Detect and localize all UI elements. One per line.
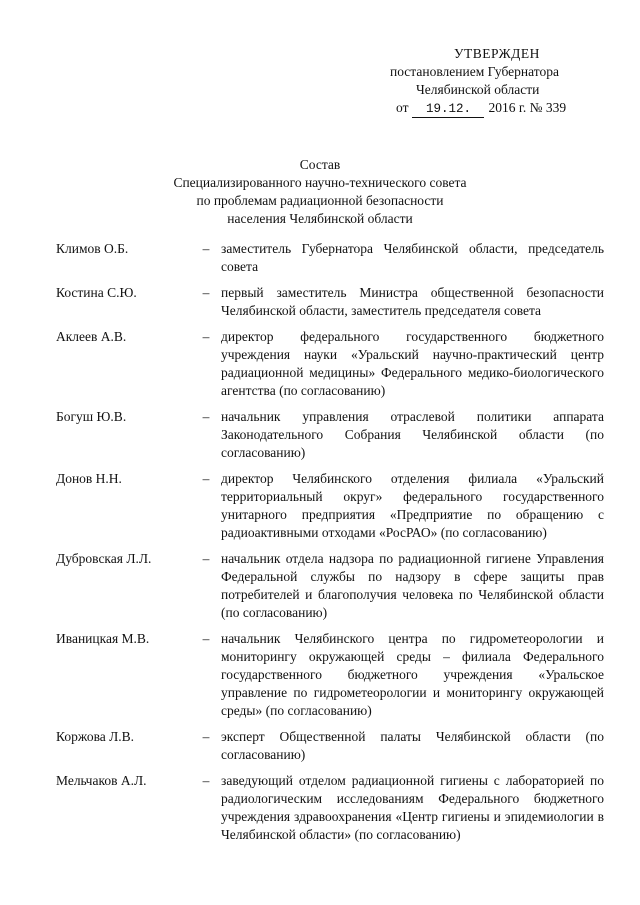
- member-name: Иваницкая М.В.: [56, 631, 150, 646]
- title-line-2: Специализированного научно-технического совета: [173, 175, 467, 190]
- member-row: [56, 408, 604, 462]
- member-dash: –: [202, 409, 210, 424]
- member-role: начальник Челябинского центра по гидрометеорологии и мониторингу окружающей среды – филиала Федерального государственного бюджетного учреждения «Уральское управление по гидрометеорологии и мониторингу окружающей среды» (по согласованию): [221, 631, 604, 718]
- member-role: эксперт Общественной палаты Челябинской области (по согласованию): [221, 729, 604, 762]
- member-role: начальник отдела надзора по радиационной гигиене Управления Федеральной службы по надзору в сфере защиты прав потребителей и благополучия человека по Челябинской области (по согласованию): [221, 551, 604, 620]
- title-line-3: по проблемам радиационной безопасности: [196, 193, 444, 208]
- member-role: первый заместитель Министра общественной безопасности Челябинской области, заместитель председателя совета: [221, 285, 604, 318]
- member-name: Климов О.Б.: [56, 241, 129, 256]
- member-row: [56, 630, 604, 720]
- member-row: [56, 550, 604, 622]
- member-dash: –: [202, 551, 210, 566]
- member-name: Костина С.Ю.: [56, 285, 137, 300]
- approval-region: Челябинской области: [416, 82, 540, 97]
- title-line-1: Состав: [299, 157, 341, 172]
- approval-stamp: [390, 45, 605, 118]
- member-role: начальник управления отраслевой политики аппарата Законодательного Собрания Челябинской области (по согласованию): [221, 409, 604, 460]
- approval-date: 19.12.: [412, 102, 484, 118]
- member-row: [56, 728, 604, 764]
- member-dash: –: [202, 241, 210, 256]
- members-list: [56, 240, 604, 852]
- member-role: директор федерального государственного бюджетного учреждения науки «Уральский научно-практический центр радиационной медицины» Федерального медико-биологического агентства (по согласованию): [221, 329, 604, 398]
- member-name: Мельчаков А.Л.: [56, 773, 147, 788]
- member-name: Донов Н.Н.: [56, 471, 122, 486]
- approval-heading: УТВЕРЖДЕН: [454, 46, 540, 61]
- member-dash: –: [202, 471, 210, 486]
- member-name: Аклеев А.В.: [56, 329, 127, 344]
- document-title: [0, 156, 640, 228]
- member-dash: –: [202, 773, 210, 788]
- member-row: [56, 284, 604, 320]
- title-line-4: населения Челябинской области: [227, 211, 413, 226]
- member-dash: –: [202, 285, 210, 300]
- approval-date-line: [390, 99, 605, 118]
- member-row: [56, 470, 604, 542]
- member-name: Дубровская Л.Л.: [56, 551, 152, 566]
- approval-prefix: от: [396, 100, 409, 115]
- member-role: заведующий отделом радиационной гигиены с лабораторией по радиологическим исследованиям Федерального бюджетного учреждения здравоохранения «Центр гигиены и эпидемиологии в Челябинской области» (по согласованию): [221, 773, 604, 842]
- member-dash: –: [202, 729, 210, 744]
- member-row: [56, 772, 604, 844]
- member-dash: –: [202, 631, 210, 646]
- approval-number: 2016 г. № 339: [488, 100, 567, 115]
- member-row: [56, 328, 604, 400]
- member-dash: –: [202, 329, 210, 344]
- member-row: [56, 240, 604, 276]
- member-role: директор Челябинского отделения филиала «Уральский территориальный округ» федерального государственного унитарного предприятия «Предприятие по обращению с радиоактивными отходами «РосРАО» (по согласованию): [221, 471, 604, 540]
- approval-decree: постановлением Губернатора: [390, 64, 559, 79]
- member-name: Богуш Ю.В.: [56, 409, 127, 424]
- member-role: заместитель Губернатора Челябинской области, председатель совета: [221, 241, 604, 274]
- member-name: Коржова Л.В.: [56, 729, 135, 744]
